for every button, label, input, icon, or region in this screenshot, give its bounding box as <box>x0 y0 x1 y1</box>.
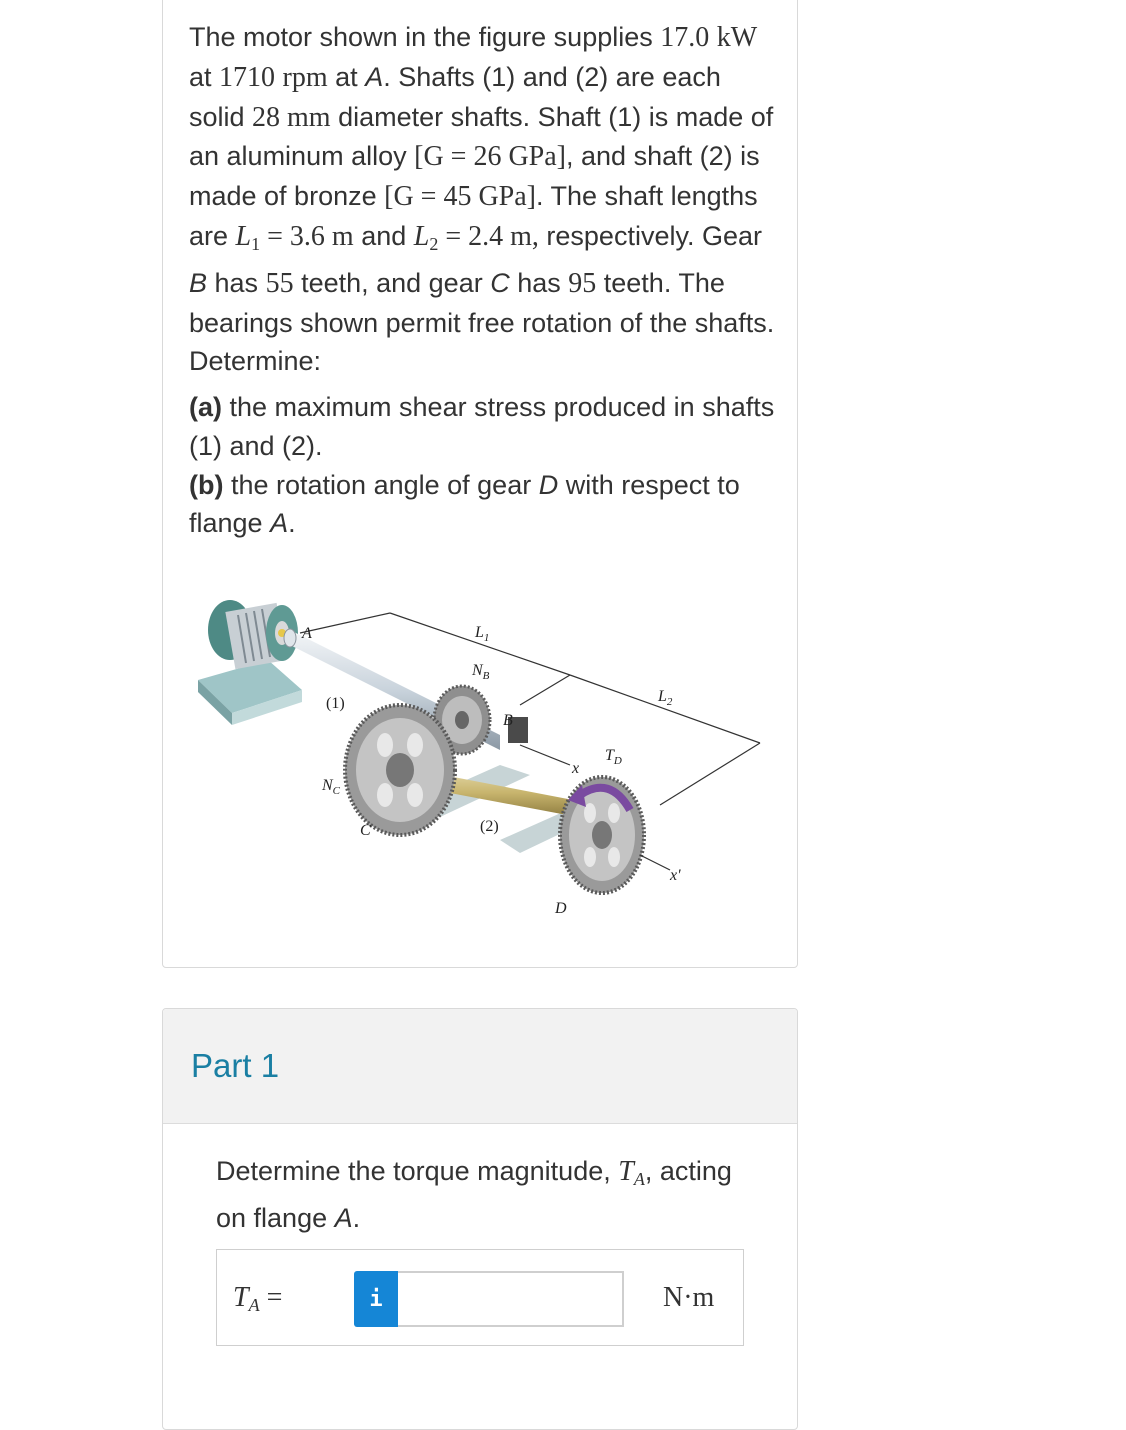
label-a: A <box>302 625 312 642</box>
problem-parts <box>189 388 779 543</box>
info-icon[interactable]: i <box>354 1271 398 1327</box>
part-a-text: (a) the maximum shear stress produced in shafts (1) and (2). <box>189 392 775 461</box>
gear-d <box>560 777 644 893</box>
speed-value: 1710 <box>219 61 276 93</box>
part-1-header <box>163 1009 797 1124</box>
motor <box>198 600 302 725</box>
units-label: N·m <box>663 1282 715 1313</box>
torque-answer-input[interactable] <box>398 1271 624 1327</box>
label-x: x <box>572 760 580 777</box>
label-shaft-1: (1) <box>326 695 345 712</box>
part-1-title: Part 1 <box>191 1047 280 1084</box>
label-shaft-2: (2) <box>480 818 499 835</box>
label-l1: $L_1$ <box>475 624 490 644</box>
part-1-question: Determine the torque magnitude, $T_A$, acting on flange A. <box>216 1156 732 1233</box>
g1-value: [G = 26 GPa] <box>414 141 567 173</box>
problem-statement: The motor shown in the figure supplies 17.0 kW at 1710 rpm at A. Shafts (1) and (2) are each solid 28 mm diameter shafts. Shaft (1) is made of an aluminum alloy [G = 26 GPa], and shaft (2) is made of bronze [G = 45 GPa]. The shaft lengths are $L_1 = 3.6$ m and $L_2 = 2.4$ m, respectively. Gear B has 55 teeth, and gear C has 95 teeth. The bearings shown permit free rotation of the shafts. Determine: <box>189 22 775 377</box>
gear-c <box>345 705 455 835</box>
part-b-text: (b) the rotation angle of gear D with respect to flange A. <box>189 469 740 539</box>
answer-label: $T_A$ = <box>233 1282 283 1315</box>
label-nb: $N_B$ <box>472 662 490 682</box>
label-xp: x' <box>670 867 681 884</box>
power-value: 17.0 <box>660 22 710 53</box>
label-td: $T_D$ <box>605 747 622 767</box>
label-d: D <box>555 900 567 917</box>
answer-row <box>216 1249 744 1346</box>
label-b: B <box>503 712 513 729</box>
gear-shaft-figure <box>190 595 770 925</box>
label-l2: $L_2$ <box>658 688 673 708</box>
diameter-value: 28 mm <box>252 101 331 133</box>
label-c: C <box>360 822 371 839</box>
g2-value: [G = 45 GPa] <box>384 181 537 213</box>
label-nc: $N_C$ <box>322 777 341 797</box>
